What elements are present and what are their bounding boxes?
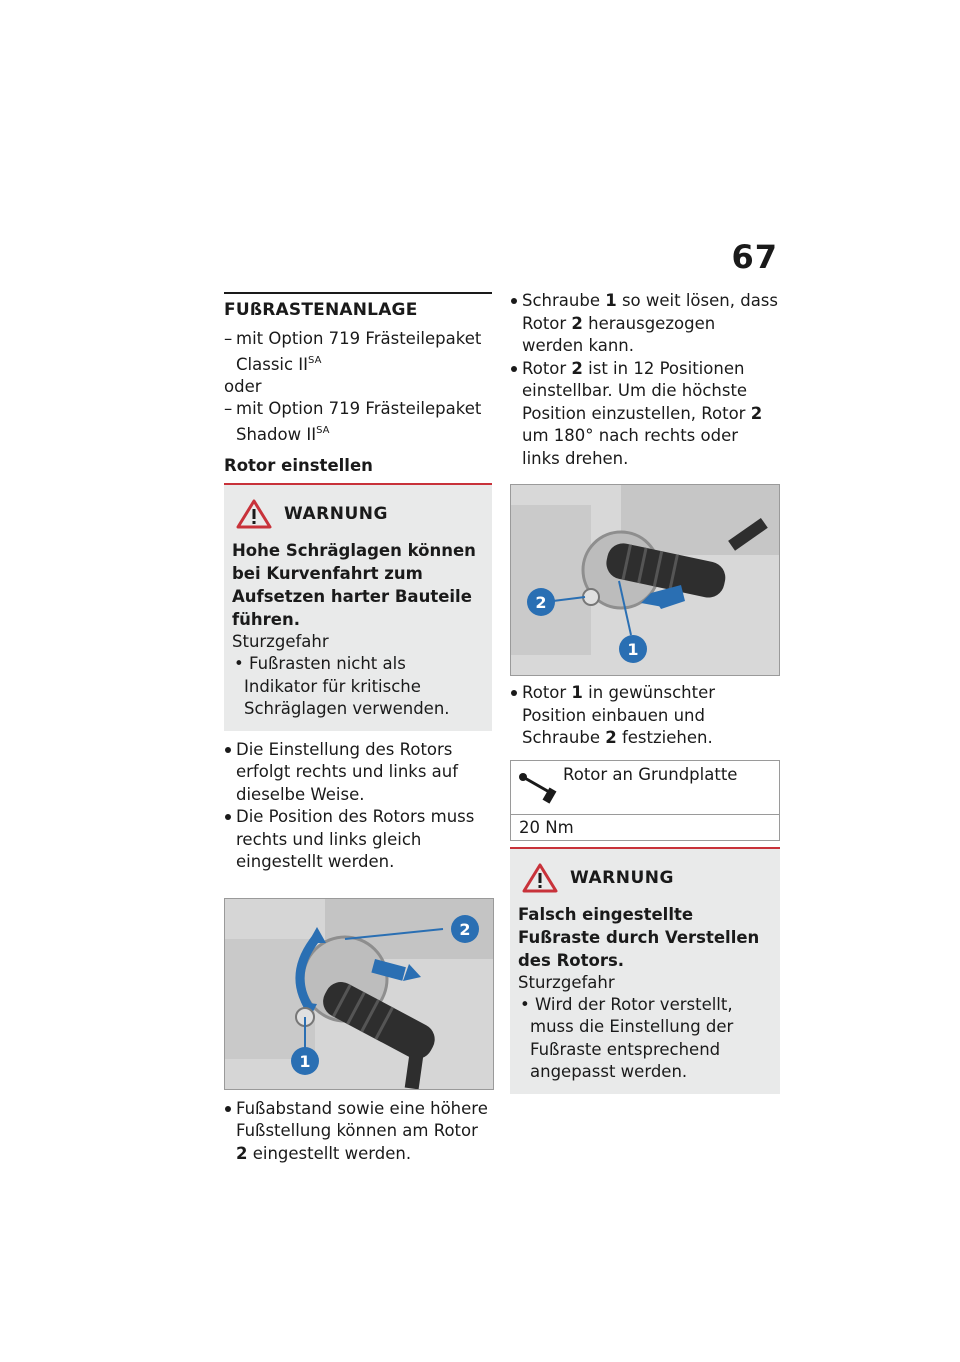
footrest-illustration bbox=[225, 899, 493, 1089]
footrest-figure-right bbox=[510, 484, 780, 676]
subheading: Rotor einstellen bbox=[224, 456, 373, 475]
warning-box bbox=[224, 483, 492, 731]
right-column bbox=[510, 290, 780, 1102]
bullet-item: Die Einstellung des Rotors erfolgt rechts und links auf dieselbe Weise. bbox=[224, 739, 492, 807]
warning-box bbox=[510, 847, 780, 1094]
callout-label: 1 bbox=[299, 1051, 311, 1071]
bullet-item: Fußabstand sowie eine höhere Fußstellung können am Rotor 2 eingestellt werden. bbox=[224, 1098, 492, 1166]
callout-label: 1 bbox=[627, 640, 639, 659]
torque-value: 20 Nm bbox=[519, 817, 574, 837]
warning-bullet: • Wird der Rotor verstellt, muss die Einstellung der Fußraste entsprechend angepasst werden. bbox=[520, 994, 734, 1081]
option-classic: – mit Option 719 Frästeilepaket Classic $II^{SA}$ bbox=[224, 329, 482, 374]
bullet-item: Die Position des Rotors muss rechts und links gleich eingestellt werden. bbox=[224, 806, 492, 874]
section-title: FUßRASTENANLAGE bbox=[224, 292, 492, 320]
option-shadow: – mit Option 719 Frästeilepaket Shadow $II^{SA}$ bbox=[224, 399, 482, 444]
bullet-item: Rotor 1 in gewünschter Position einbauen und Schraube 2 festziehen. bbox=[510, 682, 780, 750]
footrest-illustration bbox=[511, 485, 779, 675]
page-number: 67 bbox=[731, 238, 778, 276]
bullet-item: Schraube 1 so weit lösen, dass Rotor 2 herausgezogen werden kann. bbox=[510, 290, 780, 358]
warning-risk: Sturzgefahr bbox=[518, 972, 615, 992]
footrest-figure-left bbox=[224, 898, 494, 1090]
torque-wrench-icon bbox=[517, 765, 557, 805]
torque-table bbox=[510, 760, 780, 841]
warning-statement: Hohe Schräglagen können bei Kurvenfahrt zum Aufsetzen harter Bauteile führen. bbox=[232, 541, 476, 629]
warning-title: WARNUNG bbox=[570, 867, 674, 888]
warning-risk: Sturzgefahr bbox=[232, 632, 329, 651]
or-text: oder bbox=[224, 377, 262, 396]
callout-label: 2 bbox=[459, 919, 471, 939]
bullet-item: Rotor 2 ist in 12 Positionen einstellbar. Um die höchste Position einzustellen, Rotor 2 um 180° nach rechts oder links drehen. bbox=[510, 358, 780, 471]
warning-triangle-icon bbox=[236, 499, 272, 529]
warning-bullet: • Fußrasten nicht als Indikator für kritische Schräglagen verwenden. bbox=[234, 654, 450, 718]
warning-title: WARNUNG bbox=[284, 504, 388, 524]
torque-label: Rotor an Grundplatte bbox=[563, 764, 738, 784]
left-column bbox=[224, 292, 492, 1165]
warning-triangle-icon bbox=[522, 863, 558, 893]
callout-label: 2 bbox=[535, 593, 547, 612]
warning-statement: Falsch eingestellte Fußraste durch Verstellen des Rotors. bbox=[518, 904, 760, 970]
